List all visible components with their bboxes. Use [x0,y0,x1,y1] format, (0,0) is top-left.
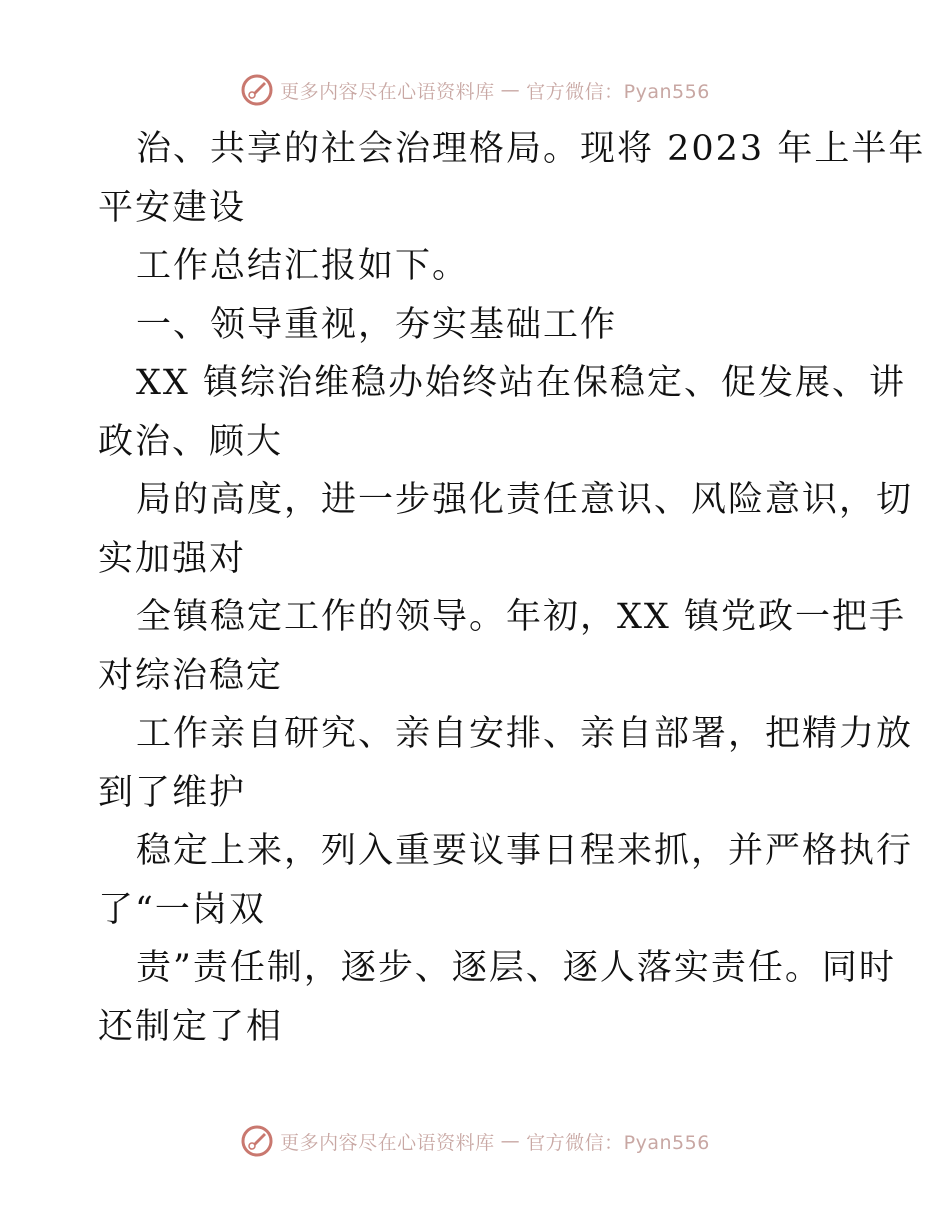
text-line: 工作亲自研究、亲自安排、亲自部署，把精力放 [136,714,914,754]
document-body [98,120,926,1056]
text-line: 治、共享的社会治理格局。现将 2023 年上半年 [136,129,926,169]
text-line: 平安建设 [98,187,247,228]
header-watermark [0,70,950,110]
watermark-text: 更多内容尽在心语资料库 [280,1131,495,1154]
text-line: XX 镇综治维稳办始终站在保稳定、促发展、讲 [136,363,906,403]
text-line: 责”责任制，逐步、逐层、逐人落实责任。同时 [136,948,896,988]
watermark-wechat: 官方微信：Pyan556 [526,1131,710,1154]
quill-seal-icon [240,1124,274,1158]
text-line: 工作总结汇报如下。 [136,246,470,286]
text-line: 了“一岗双 [98,889,266,930]
text-line: 政治、顾大 [98,421,284,462]
text-line: 到了维护 [98,772,247,813]
watermark-text: 更多内容尽在心语资料库 [280,80,495,103]
watermark-wechat: 官方微信：Pyan556 [526,80,710,103]
quill-seal-icon [240,73,274,107]
text-line: 稳定上来，列入重要议事日程来抓，并严格执行 [136,831,914,871]
text-line: 实加强对 [98,538,247,579]
text-line: 一、领导重视，夯实基础工作 [136,304,618,345]
watermark-separator: — [500,79,521,101]
text-line: 全镇稳定工作的领导。年初，XX 镇党政一把手 [136,597,906,637]
text-line: 还制定了相 [98,1006,284,1047]
watermark-separator: — [500,1130,521,1152]
text-line: 对综治稳定 [98,655,284,696]
text-line: 局的高度，进一步强化责任意识、风险意识，切 [136,480,914,520]
footer-watermark [0,1121,950,1161]
